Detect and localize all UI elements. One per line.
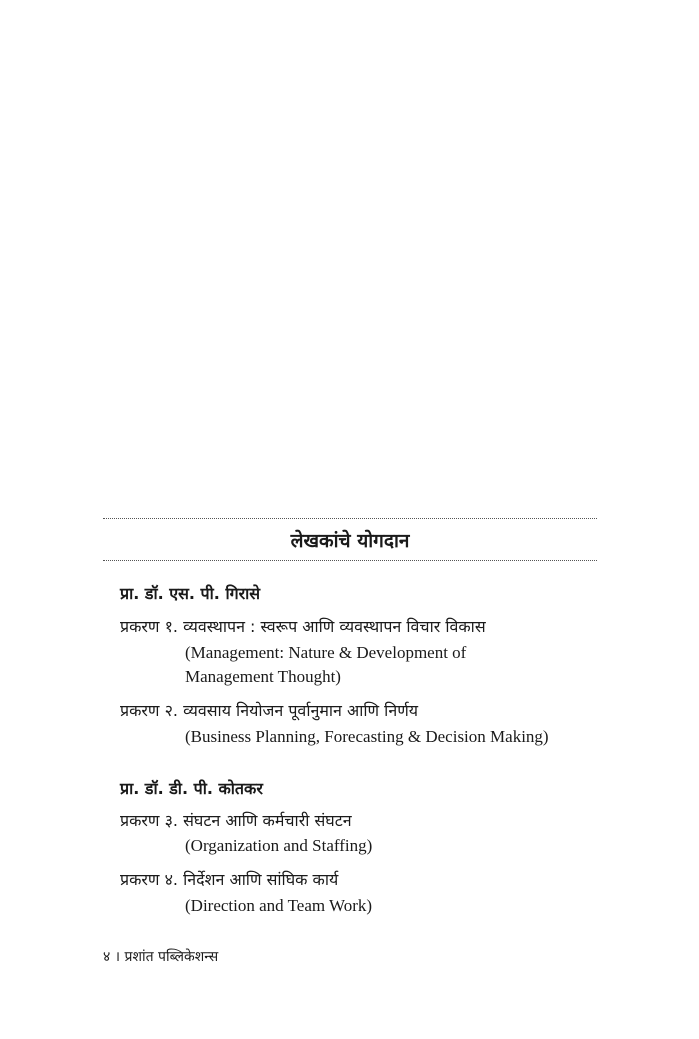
author-name: प्रा. डॉ. एस. पी. गिरासे <box>120 584 261 603</box>
chapter-title: प्रकरण ४. निर्देशन आणि सांघिक कार्य <box>120 870 339 889</box>
chapter-english-title: (Direction and Team Work) <box>185 896 373 915</box>
page-footer: ४ । प्रशांत पब्लिकेशन्स <box>103 949 219 965</box>
chapter-english-title: Management Thought) <box>185 667 341 686</box>
author-name: प्रा. डॉ. डी. पी. कोतकर <box>120 779 263 798</box>
chapter-title: प्रकरण २. व्यवसाय नियोजन पूर्वानुमान आणि निर्णय <box>120 701 419 720</box>
section-title: लेखकांचे योगदान <box>290 530 410 552</box>
chapter-english-title: (Organization and Staffing) <box>185 836 373 855</box>
chapter-title: प्रकरण ३. संघटन आणि कर्मचारी संघटन <box>120 811 352 830</box>
bottom-dotted-rule <box>103 560 597 561</box>
chapter-english-title: (Business Planning, Forecasting & Decision Making) <box>185 727 549 746</box>
chapter-english-title: (Management: Nature & Development of <box>185 643 467 662</box>
chapter-title: प्रकरण १. व्यवस्थापन : स्वरूप आणि व्यवस्थापन विचार विकास <box>120 617 486 636</box>
top-dotted-rule <box>103 518 597 519</box>
